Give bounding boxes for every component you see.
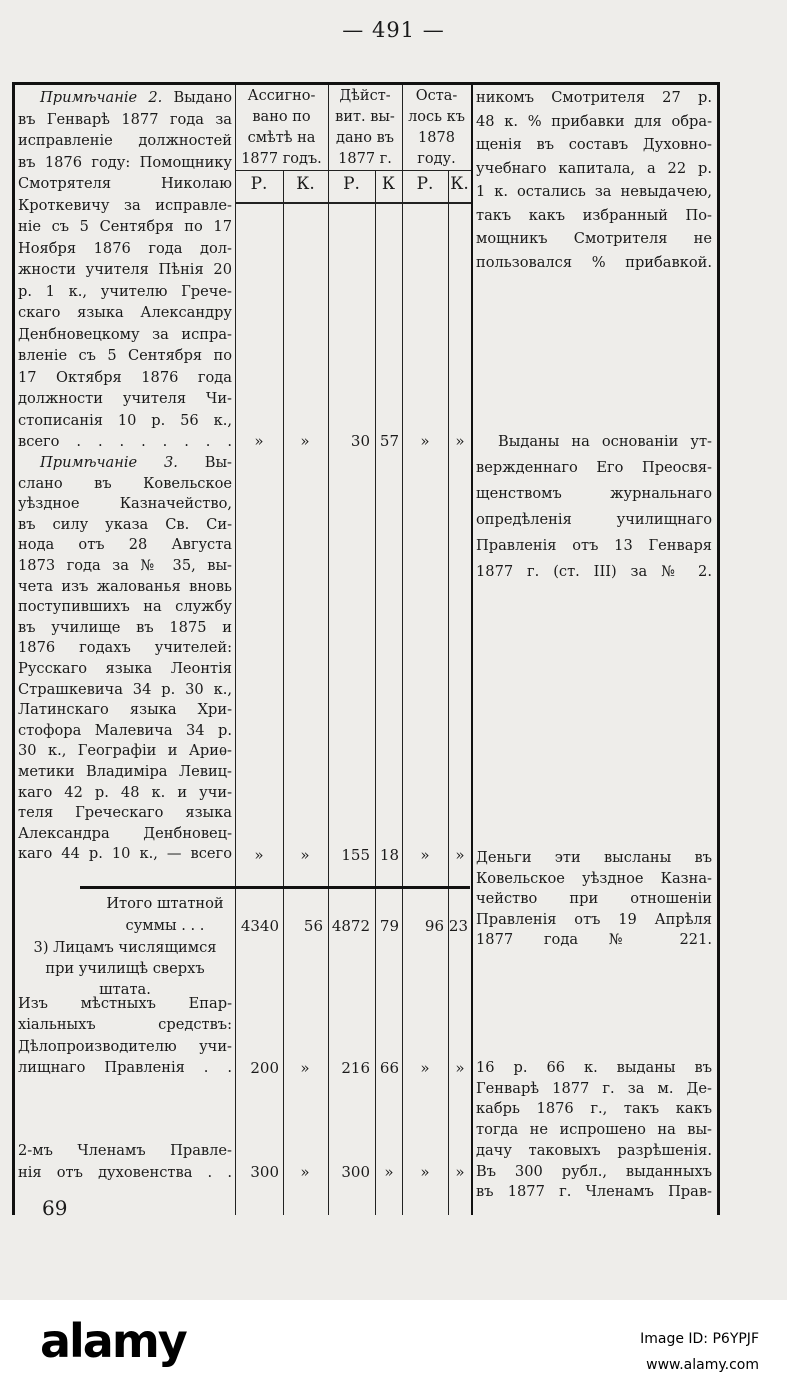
amount-cell: 300 xyxy=(250,1163,279,1181)
description-line xyxy=(40,453,232,473)
remark-line: дачу таковыхъ разрѣшенія. xyxy=(476,1141,712,1159)
remark-line: мощникъ Смотрителя не xyxy=(476,230,712,247)
image-id: Image ID: P6YPJF xyxy=(640,1331,759,1347)
description-line: Ноября 1876 года дол- xyxy=(18,239,232,257)
remark-line: Генварѣ 1877 г. за м. Де- xyxy=(476,1079,712,1097)
remark-line: чейство при отношеніи xyxy=(476,890,712,907)
description-line: ніе съ 5 Сентября по 17 xyxy=(18,218,232,235)
unit-label: Р. xyxy=(416,174,434,194)
subheader-rule xyxy=(235,202,471,204)
header-line: смѣтѣ на xyxy=(247,130,316,146)
amount-cell: » xyxy=(300,1163,310,1181)
description-line: Дѣлопроизводителю учи- xyxy=(18,1037,232,1055)
header-line: 1877 годъ. xyxy=(241,151,322,167)
header-line: Ассигно- xyxy=(247,88,316,104)
description-line: въ силу указа Св. Си- xyxy=(18,515,232,533)
description-line: скаго языка Александру xyxy=(18,304,232,321)
amount-cell: » xyxy=(300,1059,310,1077)
description-line: р. 1 к., учителю Грече- xyxy=(18,282,232,300)
description-line: стофора Малевича 34 р. xyxy=(18,721,232,739)
alamy-logo: alamy xyxy=(40,1314,186,1368)
amount-cell: 96 xyxy=(424,917,444,935)
unit-label: Р. xyxy=(343,174,360,194)
site-url: www.alamy.com xyxy=(646,1357,759,1373)
header-line: Дѣйст- xyxy=(339,88,391,104)
description-line: Итого штатной xyxy=(106,895,224,912)
description-line: каго 44 р. 10 к., — всего xyxy=(18,845,232,863)
description-line: теля Греческаго языка xyxy=(18,804,232,822)
column-divider xyxy=(235,85,236,1215)
remark-line: никомъ Смотрителя 27 р. xyxy=(476,89,712,106)
remark-line: въ 1877 г. Членамъ Прав- xyxy=(476,1183,712,1201)
description-line: Страшкевича 34 р. 30 к., xyxy=(18,680,232,698)
amount-cell: » xyxy=(300,846,310,864)
description-line: стописанія 10 р. 56 к., xyxy=(18,411,232,429)
header-line: Оста- xyxy=(415,88,458,104)
header-assigned xyxy=(235,86,328,170)
total-rule xyxy=(80,886,470,889)
description-line: 3) Лицамъ числящимся xyxy=(33,939,217,956)
page-number: — 491 — xyxy=(342,18,445,42)
description-line: нода отъ 28 Августа xyxy=(18,536,232,554)
amount-cell: 4340 xyxy=(240,917,279,935)
description-line: метики Владиміра Левиц- xyxy=(18,763,232,780)
header-line: дано въ xyxy=(336,130,394,146)
description-line: Кроткевичу за исправле- xyxy=(18,196,232,214)
amount-cell: 79 xyxy=(379,917,399,935)
description-line: 1876 годахъ учителей: xyxy=(18,639,232,657)
amount-cell: 57 xyxy=(379,432,399,450)
header-line: 1878 xyxy=(418,130,455,146)
note-heading: Примѣчаніе 3. xyxy=(40,454,205,471)
amount-cell: 216 xyxy=(341,1059,370,1077)
note-text: Вы- xyxy=(204,454,232,471)
description-line: уѣздное Казначейство, xyxy=(18,495,232,513)
description-line: хіальныхъ средствъ: xyxy=(18,1016,232,1034)
remark-line: Въ 300 рубл., выданныхъ xyxy=(476,1162,712,1180)
amount-cell: » xyxy=(455,1059,465,1077)
description-line: каго 42 р. 48 к. и учи- xyxy=(18,783,232,801)
description-line: Русскаго языка Леонтія xyxy=(18,660,232,677)
remark-line: такъ какъ избранный По- xyxy=(476,206,712,224)
unit-label: Р. xyxy=(250,174,268,194)
description-line: Денбновецкому за испра- xyxy=(18,325,232,343)
remark-line: щенствомъ журнальнаго xyxy=(476,485,712,502)
amount-cell: 56 xyxy=(303,917,323,935)
header-actual xyxy=(328,86,402,170)
amount-cell: » xyxy=(420,1163,430,1181)
amount-cell: » xyxy=(455,1163,465,1181)
note-text: Выдано xyxy=(173,89,232,106)
unit-label: К xyxy=(381,174,396,194)
header-rule xyxy=(235,170,471,171)
column-divider xyxy=(328,85,329,1215)
description-line: 2-мъ Членамъ Правле- xyxy=(18,1142,232,1159)
remark-line: Правленія отъ 13 Генваря xyxy=(476,537,712,554)
amount-cell: » xyxy=(455,846,465,864)
remark-line: 1877 года № 221. xyxy=(476,931,712,948)
amount-cell: » xyxy=(300,432,310,450)
amount-cell: 18 xyxy=(379,846,399,864)
description-line: въ 1876 году: Помощнику xyxy=(18,153,232,171)
description-line: Изъ мѣстныхъ Епар- xyxy=(18,995,232,1012)
remark-line: 48 к. % прибавки для обра- xyxy=(476,112,712,130)
description-line: въ Генварѣ 1877 года за xyxy=(18,110,232,128)
amount-cell: 23 xyxy=(448,917,468,935)
remark-line: тогда не испрошено на вы- xyxy=(476,1121,712,1139)
remark-line: Правленія отъ 19 Апрѣля xyxy=(476,910,712,928)
amount-cell: » xyxy=(420,846,430,864)
signature-mark: 69 xyxy=(42,1196,68,1220)
description-line: при училищѣ сверхъ xyxy=(45,960,205,977)
description-line: суммы . . . xyxy=(125,917,205,934)
remark-line: опредѣленія училищнаго xyxy=(476,511,712,528)
description-line: Александра Денбновец- xyxy=(18,824,232,842)
description-line: жности учителя Пѣнія 20 xyxy=(18,261,232,278)
amount-cell: » xyxy=(420,1059,430,1077)
column-divider xyxy=(471,85,473,1215)
remark-line: Выданы на основаніи ут- xyxy=(498,433,712,450)
amount-cell: » xyxy=(455,432,465,450)
description-line: чета изъ жалованья вновь xyxy=(18,577,232,595)
remark-line: 1 к. остались за невыдачею, xyxy=(476,183,712,200)
amount-cell: 300 xyxy=(341,1163,370,1181)
description-line: нія отъ духовенства . . xyxy=(18,1164,232,1181)
header-line: вит. вы- xyxy=(335,109,395,125)
amount-cell: » xyxy=(254,846,264,864)
amount-cell: 4872 xyxy=(331,917,370,935)
image-info xyxy=(640,1326,759,1378)
amount-cell: 155 xyxy=(341,846,370,864)
remark-line: щенія въ составъ Духовно- xyxy=(476,136,712,153)
header-line: 1877 г. xyxy=(338,151,392,167)
amount-cell: 30 xyxy=(350,432,370,450)
remark-line: Деньги эти высланы въ xyxy=(476,849,712,866)
remark-line: 16 р. 66 к. выданы въ xyxy=(476,1059,712,1076)
column-divider xyxy=(402,85,403,1215)
amount-cell: » xyxy=(420,432,430,450)
header-remaining xyxy=(402,86,471,170)
note-heading: Примѣчаніе 2. xyxy=(40,89,174,106)
description-line: 17 Октября 1876 года xyxy=(18,368,232,386)
description-line: въ училище въ 1875 и xyxy=(18,618,232,636)
description-line: Смотрятеля Николаю xyxy=(18,175,232,192)
remark-line: кабрь 1876 г., такъ какъ xyxy=(476,1100,712,1118)
header-line: лось къ xyxy=(408,109,465,125)
description-line: 1873 года за № 35, вы- xyxy=(18,557,232,574)
remark-line: пользовался % прибавкой. xyxy=(476,253,712,271)
remark-line: Ковельское уѣздное Казна- xyxy=(476,869,712,887)
description-line: Латинскаго языка Хри- xyxy=(18,701,232,719)
amount-cell: 200 xyxy=(250,1059,279,1077)
unit-label: К. xyxy=(296,174,315,194)
description-line: вленіе съ 5 Сентября по xyxy=(18,347,232,364)
description-line xyxy=(40,88,232,108)
description-line: должности учителя Чи- xyxy=(18,390,232,407)
amount-cell: 66 xyxy=(379,1059,399,1077)
description-line: 30 к., Географіи и Ариѳ- xyxy=(18,742,232,760)
description-line: всего . . . . . . . . xyxy=(18,433,232,450)
description-line: исправленіе должностей xyxy=(18,132,232,149)
remark-line: 1877 г. (ст. III) за № 2. xyxy=(476,563,712,580)
amount-cell: » xyxy=(384,1163,394,1181)
amount-cell: » xyxy=(254,432,264,450)
header-line: году. xyxy=(417,151,456,167)
description-line: слано въ Ковельское xyxy=(18,474,232,492)
description-line: лищнаго Правленія . . xyxy=(18,1058,232,1076)
remark-line: вержденнаго Его Преосвя- xyxy=(476,459,712,476)
unit-label: К. xyxy=(450,174,469,194)
watermark-bar xyxy=(0,1300,787,1390)
description-line: штата. xyxy=(99,981,151,998)
header-line: вано по xyxy=(252,109,311,125)
remark-line: учебнаго капитала, а 22 р. xyxy=(476,159,712,177)
description-line: поступившихъ на службу xyxy=(18,598,232,616)
